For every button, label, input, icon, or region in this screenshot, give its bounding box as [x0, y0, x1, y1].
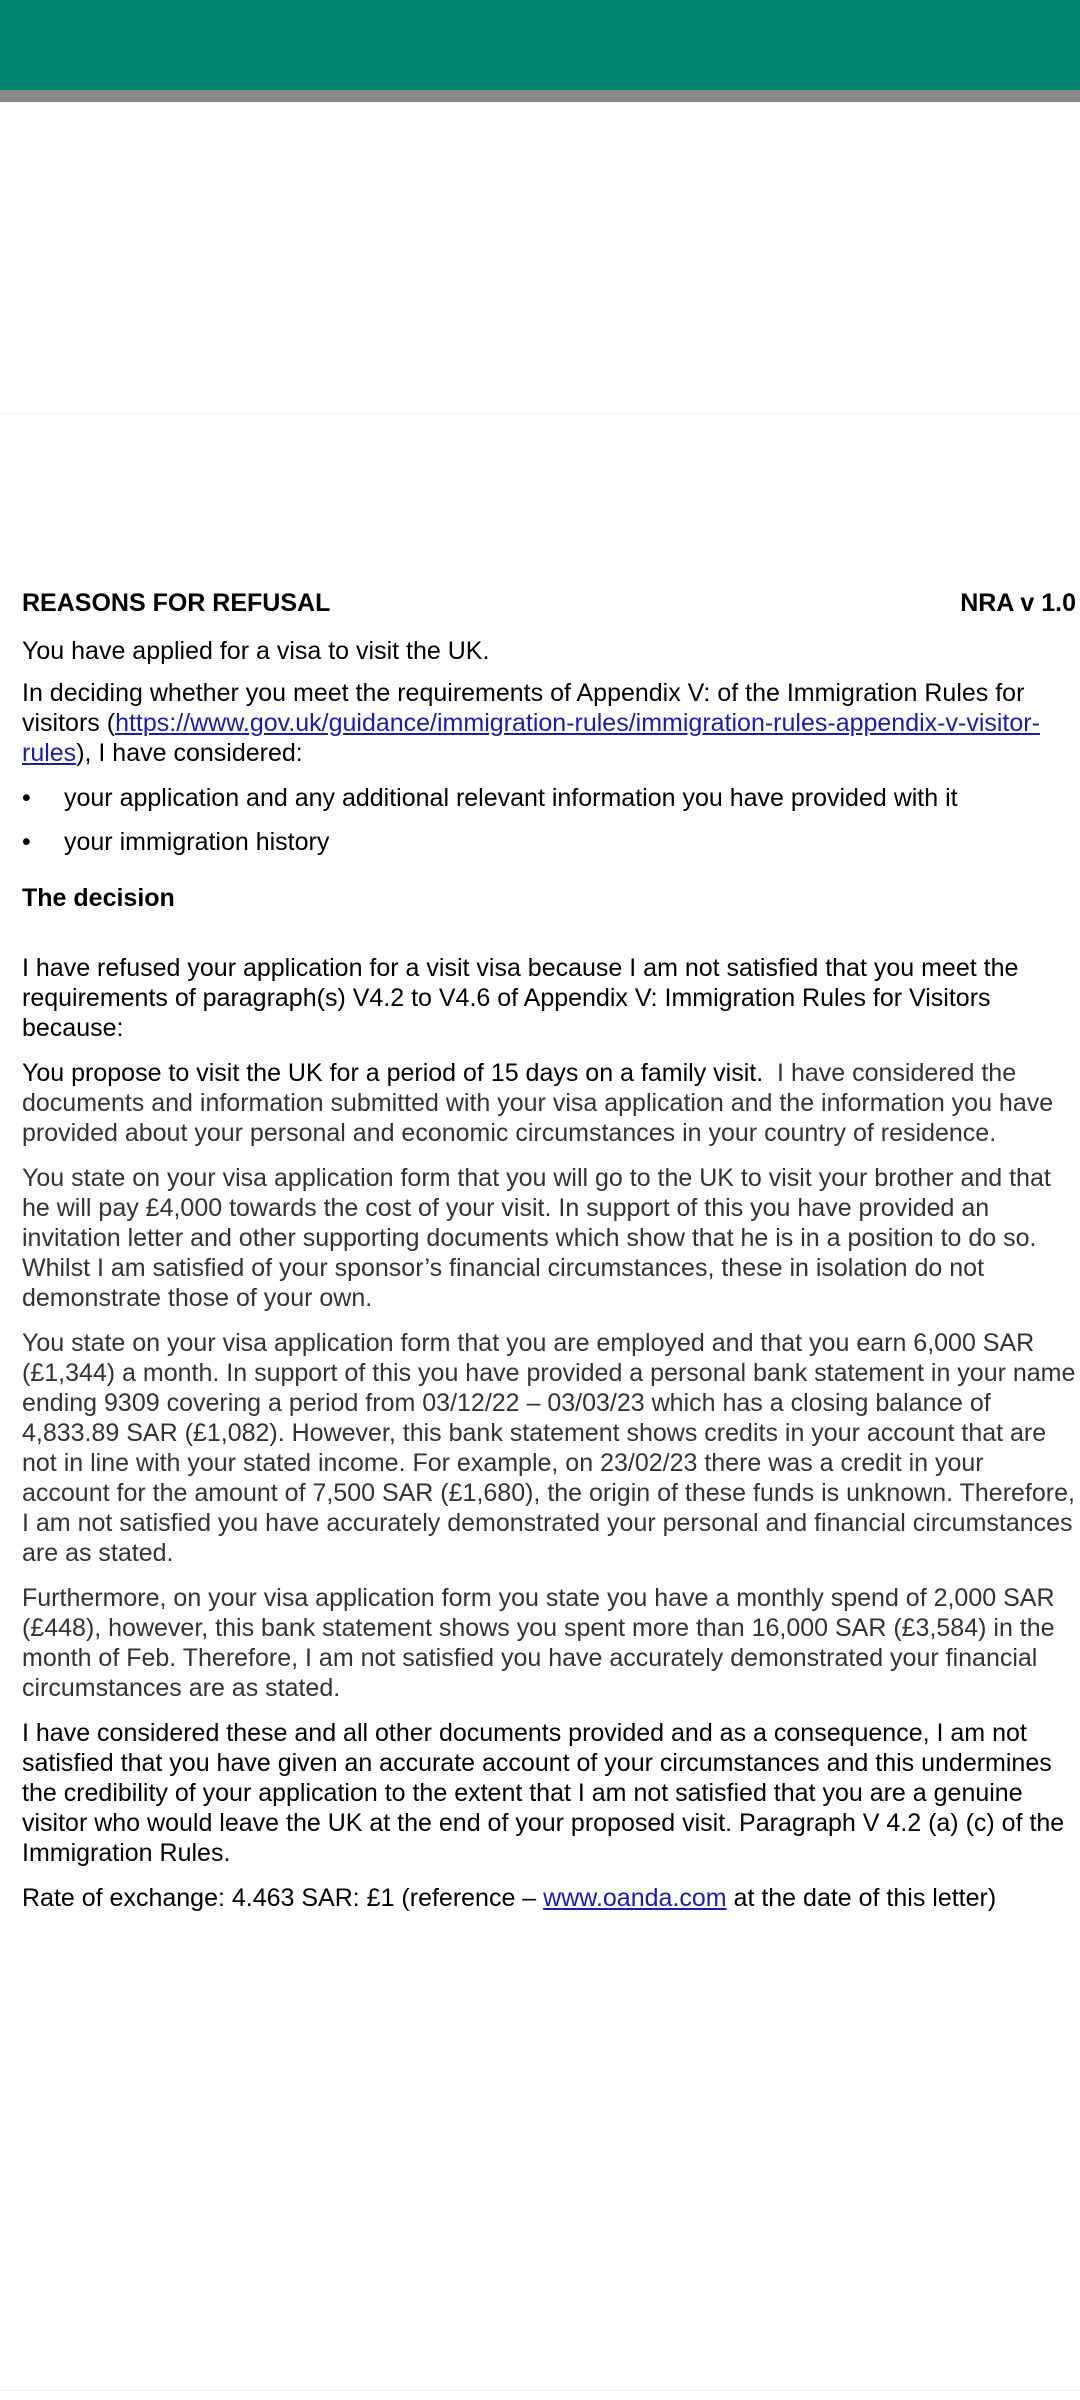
bullet-icon: • — [22, 828, 31, 856]
visit-considered: I have considered the documents and information submitted with your visa application and the information you have provided about your personal and economic circumstances in your country of residence. — [22, 1059, 1054, 1147]
header-strip — [0, 90, 1080, 102]
employment-paragraph: You state on your visa application form that you are employed and that you earn 6,000 SAR (£1,344) a month. In support of this you have provided a personal bank statement in your name ending 9309 covering a period from 03/12/22 – 03/03/23 which has a closing balance of 4,833.89 SAR (£1,082). However, this bank statement shows credits in your account that are not in line with your stated income. For example, on 23/02/23 there was a credit in your account for the amount of 7,500 SAR (£1,680), the origin of these funds is unknown. Therefore, I am not satisfied you have accurately demonstrated your personal and financial circumstances are as stated. — [22, 1329, 1076, 1567]
page-divider — [0, 413, 1080, 414]
deciding-paragraph — [22, 678, 1076, 768]
refusal-statement: I have refused your application for a visit visa because I am not satisfied that you meet the requirements of paragraph(s) V4.2 to V4.6 of Appendix V: Immigration Rules for Visitors because: — [22, 954, 1019, 1042]
page-bottom-divider — [0, 2390, 1080, 2391]
immigration-rules-link[interactable]: https://www.gov.uk/guidance/immigration-rules/immigration-rules-appendix-v-visitor-rules — [22, 709, 1040, 767]
considered-list — [22, 783, 1076, 857]
deciding-suffix: ), I have considered: — [76, 739, 303, 767]
list-item — [22, 827, 1076, 857]
decision-heading: The decision — [22, 884, 175, 912]
visit-purpose: You propose to visit the UK for a period of 15 days on a family visit. — [22, 1059, 764, 1087]
list-item-text: your application and any additional relevant information you have provided with it — [64, 784, 958, 812]
oanda-link[interactable]: www.oanda.com — [543, 1884, 727, 1912]
visit-purpose-paragraph — [22, 1058, 1076, 1148]
bullet-icon: • — [22, 784, 31, 812]
list-item-text: your immigration history — [64, 828, 330, 856]
spending-paragraph: Furthermore, on your visa application form you state you have a monthly spend of 2,000 SAR (£448), however, this bank statement shows you spent more than 16,000 SAR (£3,584) in the month of Feb. Therefore, I am not satisfied you have accurately demonstrated your financial circumstances are as stated. — [22, 1584, 1055, 1702]
refusal-document — [22, 588, 1076, 1925]
rate-prefix: Rate of exchange: 4.463 SAR: £1 (reference – — [22, 1884, 544, 1912]
intro-paragraph: You have applied for a visa to visit the UK. — [22, 637, 490, 665]
document-version: NRA v 1.0 — [960, 589, 1076, 617]
document-header — [22, 588, 1076, 618]
exchange-rate-line — [22, 1883, 1076, 1913]
deciding-prefix: In deciding whether you meet the requirements of Appendix V: of the Immigration Rules for visitors ( — [22, 679, 1025, 737]
list-item — [22, 783, 1076, 813]
rate-suffix: at the date of this letter) — [726, 1884, 997, 1912]
header-band — [0, 0, 1080, 90]
document-title: REASONS FOR REFUSAL — [22, 589, 331, 617]
conclusion-paragraph: I have considered these and all other documents provided and as a consequence, I am not satisfied that you have given an accurate account of your circumstances and this undermines the credibility of your application to the extent that I am not satisfied that you are a genuine visitor who would leave the UK at the end of your proposed visit. Paragraph V 4.2 (a) (c) of the Immigration Rules. — [22, 1719, 1065, 1867]
sponsor-paragraph: You state on your visa application form that you will go to the UK to visit your brother and that he will pay £4,000 towards the cost of your visit. In support of this you have provided an invitation letter and other supporting documents which show that he is in a position to do so. Whilst I am satisfied of your sponsor’s financial circumstances, these in isolation do not demonstrate those of your own. — [22, 1164, 1051, 1312]
